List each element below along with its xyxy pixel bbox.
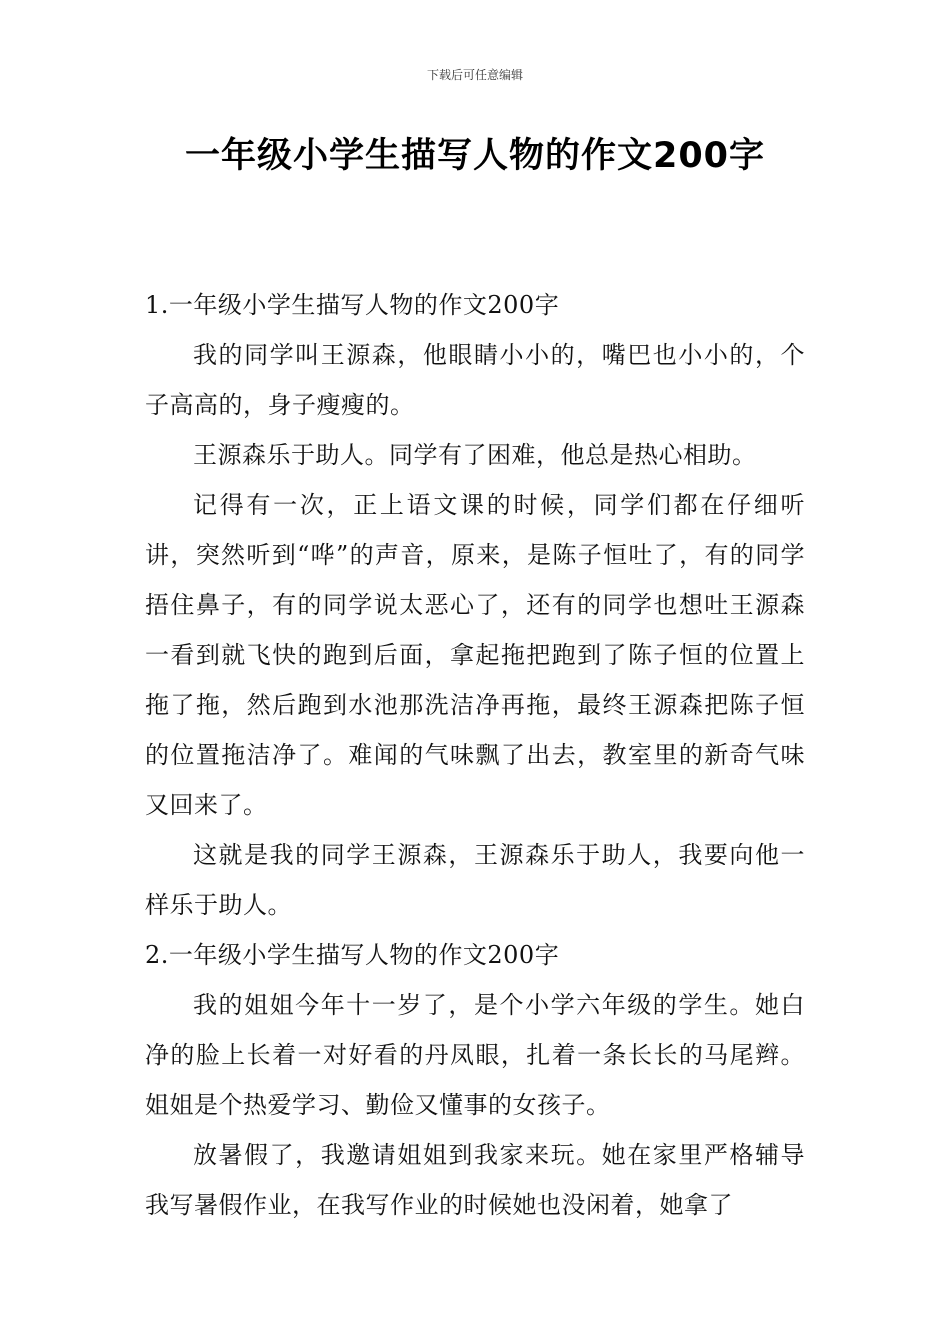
paragraph: 记得有一次，正上语文课的时候，同学们都在仔细听讲，突然听到“哗”的声音，原来，是陈子恒吐了，有的同学捂住鼻子，有的同学说太恶心了，还有的同学也想吐王源森一看到就飞快的跑到后面，拿起拖把跑到了陈子恒的位置上拖了拖，然后跑到水池那洗洁净再拖，最终王源森把陈子恒的位置拖洁净了。难闻的气味飘了出去，教室里的新奇气味又回来了。 <box>145 491 805 819</box>
document-title: 一年级小学生描写人物的作文200字 <box>184 136 766 176</box>
paragraph: 王源森乐于助人。同学有了困难，他总是热心相助。 <box>193 441 757 469</box>
paragraph: 我的姐姐今年十一岁了，是个小学六年级的学生。她白净的脸上长着一对好看的丹凤眼，扎着一条长长的马尾辫。姐姐是个热爱学习、勤俭又懂事的女孩子。 <box>145 991 805 1119</box>
paragraph: 放暑假了，我邀请姐姐到我家来玩。她在家里严格辅导我写暑假作业，在我写作业的时候她也没闲着，她拿了 <box>145 1141 805 1219</box>
section-heading: 2.一年级小学生描写人物的作文200字 <box>145 941 560 969</box>
paragraph: 这就是我的同学王源森，王源森乐于助人，我要向他一样乐于助人。 <box>145 841 805 919</box>
section-heading: 1.一年级小学生描写人物的作文200字 <box>145 291 560 319</box>
header-note: 下载后可任意编辑 <box>426 68 523 82</box>
paragraph: 我的同学叫王源森，他眼睛小小的，嘴巴也小小的，个子高高的，身子瘦瘦的。 <box>145 341 805 419</box>
document-body <box>145 280 805 1230</box>
